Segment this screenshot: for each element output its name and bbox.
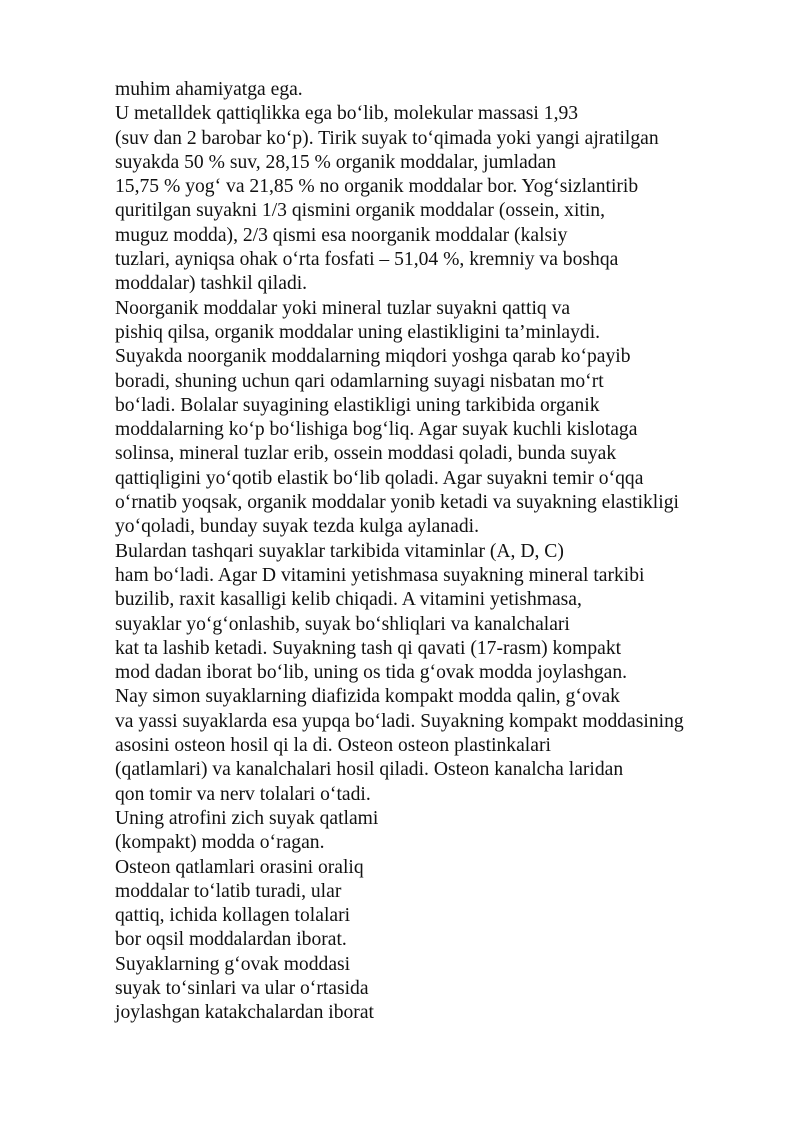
text-line: bo‘ladi. Bolalar suyagining elastikligi uning tarkibida organik (115, 394, 600, 416)
text-line: Suyakda noorganik moddalarning miqdori yoshga qarab ko‘payib (115, 346, 631, 368)
text-line: muguz modda), 2/3 qismi esa noorganik moddalar (kalsiy (115, 224, 568, 246)
text-line: ham bo‘ladi. Agar D vitamini yetishmasa suyakning mineral tarkibi (115, 564, 645, 586)
text-line: muhim ahamiyatga ega. (115, 79, 303, 100)
text-line: Nay simon suyaklarning diafizida kompakt modda qalin, g‘ovak (115, 686, 620, 708)
text-line: joylashgan katakchalardan iborat (115, 1002, 374, 1024)
text-line: o‘rnatib yoqsak, organik moddalar yonib ketadi va suyakning elastikligi (115, 492, 679, 514)
text-line: tuzlari, ayniqsa ohak o‘rta fosfati – 51,04 %, kremniy va boshqa (115, 249, 619, 271)
text-line: qon tomir va nerv tolalari o‘tadi. (115, 783, 371, 805)
text-line: suyaklar yo‘g‘onlashib, suyak bo‘shliqlari va kanalchalari (115, 613, 570, 635)
text-line: moddalar to‘latib turadi, ular (115, 880, 342, 902)
text-line: Bulardan tashqari suyaklar tarkibida vitaminlar (A, D, C) (115, 540, 564, 562)
text-line: Osteon qatlamlari orasini oraliq (115, 856, 364, 878)
text-line: yo‘qoladi, bunday suyak tezda kulga aylanadi. (115, 516, 480, 538)
text-line: va yassi suyaklarda esa yupqa bo‘ladi. Suyakning kompakt moddasining (115, 710, 684, 732)
text-line: (qatlamlari) va kanalchalari hosil qiladi. Osteon kanalcha laridan (115, 759, 624, 781)
text-line: quritilgan suyakni 1/3 qismini organik moddalar (ossein, xitin, (115, 200, 605, 222)
text-line: Uning atrofini zich suyak qatlami (115, 807, 379, 829)
text-line: moddalarning ko‘p bo‘lishiga bog‘liq. Agar suyak kuchli kislotaga (115, 419, 638, 441)
text-line: U metalldek qattiqlikka ega bo‘lib, molekular massasi 1,93 (115, 103, 579, 125)
text-line: (suv dan 2 barobar ko‘p). Tirik suyak to‘qimada yoki yangi ajratilgan (115, 127, 659, 149)
text-line: solinsa, mineral tuzlar erib, ossein moddasi qoladi, bunda suyak (115, 443, 617, 465)
text-line: suyak to‘sinlari va ular o‘rtasida (115, 977, 369, 999)
text-line: moddalar) tashkil qiladi. (115, 273, 308, 295)
text-line: suyakda 50 % suv, 28,15 % organik moddalar, jumladan (115, 151, 557, 173)
body-text (115, 78, 775, 1026)
text-line: 15,75 % yog‘ va 21,85 % no organik moddalar bor. Yog‘sizlantirib (115, 176, 639, 198)
text-line: pishiq qilsa, organik moddalar uning elastikligini ta’minlaydi. (115, 321, 601, 343)
text-line: kat ta lashib ketadi. Suyakning tash qi qavati (17-rasm) kompakt (115, 637, 622, 659)
text-line: mod dadan iborat bo‘lib, uning os tida g‘ovak modda joylashgan. (115, 662, 628, 684)
text-line: boradi, shuning uchun qari odamlarning suyagi nisbatan mo‘rt (115, 370, 604, 392)
text-line: buzilib, raxit kasalligi kelib chiqadi. A vitamini yetishmasa, (115, 589, 582, 611)
text-line: Noorganik moddalar yoki mineral tuzlar suyakni qattiq va (115, 297, 571, 319)
text-line: Suyaklarning g‘ovak moddasi (115, 953, 351, 975)
text-line: bor oqsil moddalardan iborat. (115, 929, 347, 951)
text-line: qattiq, ichida kollagen tolalari (115, 905, 351, 927)
text-line: asosini osteon hosil qi la di. Osteon osteon plastinkalari (115, 735, 551, 757)
text-line: qattiqligini yo‘qotib elastik bo‘lib qoladi. Agar suyakni temir o‘qqa (115, 467, 644, 489)
text-line: (kompakt) modda o‘ragan. (115, 832, 325, 854)
